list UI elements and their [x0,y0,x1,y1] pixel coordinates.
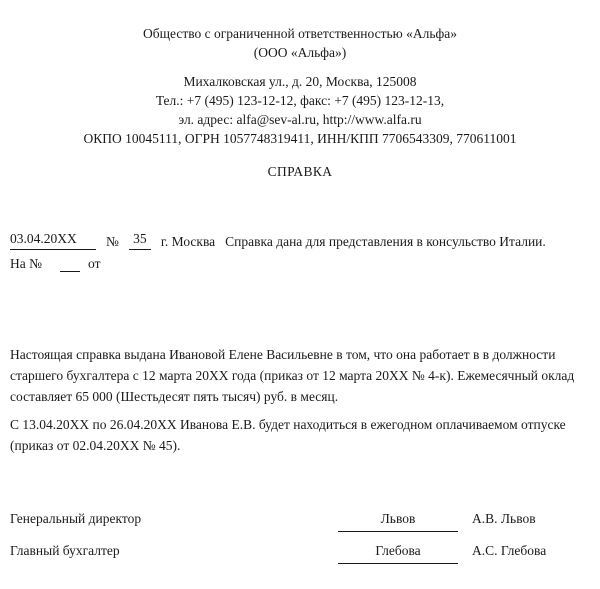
signatory-title-accountant: Главный бухгалтер [10,543,120,558]
document-number-label: № [106,234,119,249]
signature-row-director [10,511,594,543]
company-address: Михалковская ул., д. 20, Москва, 125008 [183,74,417,89]
company-short-name: (ООО «Альфа») [253,45,347,60]
signature-mark-director: Львов [380,511,416,526]
document-purpose: Справка дана для представления в консульство Италии. [225,234,546,249]
signature-mark-accountant: Глебова [375,543,421,558]
letterhead [0,24,600,148]
signatory-name-accountant: А.С. Глебова [472,543,547,558]
incoming-number-label: На № [10,256,42,271]
document-date: 03.04.20XX [10,231,96,250]
signature-row-accountant [10,543,594,575]
reference-row-outgoing [10,231,594,250]
document-city: г. Москва [160,234,216,249]
reference-block [10,231,594,272]
reference-row-incoming [10,256,594,272]
company-full-name: Общество с ограниченной ответственностью «Альфа» [143,26,457,41]
document-title: СПРАВКА [267,164,333,179]
company-registration-codes: ОКПО 10045111, ОГРН 1057748319411, ИНН/КПП 7706543309, 770611001 [83,131,517,146]
company-email-website: эл. адрес: alfa@sev-al.ru, http://www.alfa.ru [178,112,422,127]
signature-rule-accountant [338,563,458,564]
incoming-date-label: от [88,256,101,271]
signature-block [10,511,594,575]
body-paragraph-1: Настоящая справка выдана Ивановой Елене Васильевне в том, что она работает в в должности старшего бухгалтера с 12 марта 20ХХ года (приказ от 12 марта 20ХХ № 4-к). Ежемесячный оклад составляет 65 000 (Шестьдесят пять тысяч) руб. в месяц. [10,347,575,404]
signatory-name-director: А.В. Львов [472,511,536,526]
letterhead-spacer [0,62,600,72]
signature-rule-director [338,531,458,532]
body-paragraph-2: С 13.04.20ХХ по 26.04.20ХХ Иванова Е.В. будет находиться в ежегодном оплачиваемом отпуске (приказ от 02.04.20ХХ № 45). [10,417,566,453]
document-number: 35 [129,231,151,250]
signatory-title-director: Генеральный директор [10,511,142,526]
company-phone-fax: Тел.: +7 (495) 123-12-12, факс: +7 (495) 123-12-13, [155,93,445,108]
incoming-number-blank [60,258,80,272]
